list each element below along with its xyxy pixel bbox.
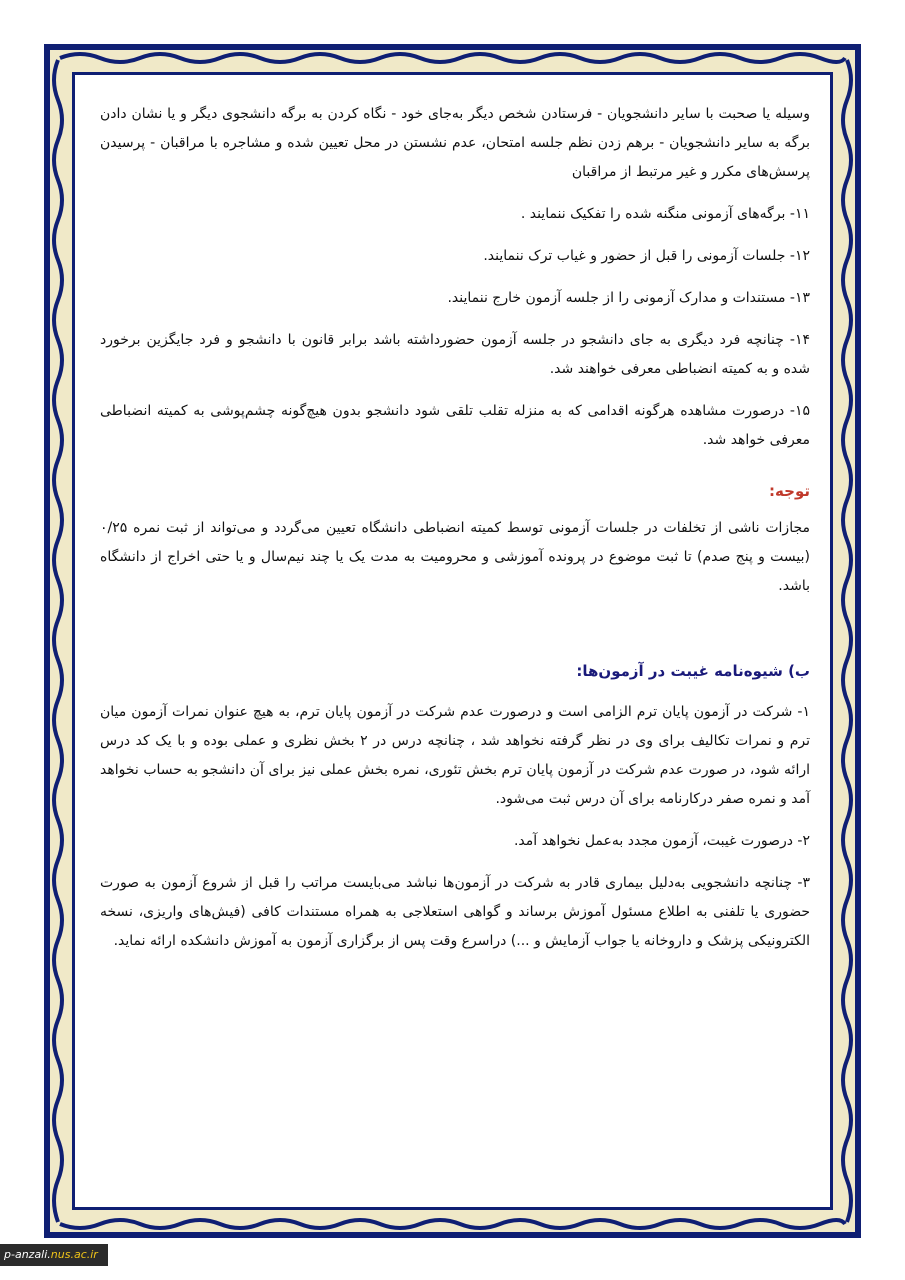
document-body xyxy=(100,100,810,969)
rule-15: ۱۵- درصورت مشاهده هرگونه اقدامی که به منزله تقلب تلقی شود دانشجو بدون هیچ‌گونه چشم‌پوشی به کمیته انضباطی معرفی خواهد شد. xyxy=(100,403,810,448)
absence-rule-3: ۳- چنانچه دانشجویی به‌دلیل بیماری قادر به شرکت در آزمون‌ها نباشد می‌بایست مراتب را قبل از شروع آزمون به صورت حضوری یا تلفنی به اطلاع مسئول آموزش برساند و گواهی استعلاجی به همراه مستندات کافی (فیش‌های واریزی، نسخه الکترونیکی پزشک و داروخانه یا جواب آزمایش و ...) دراسرع وقت پس از برگزاری آزمون به آموزش دانشکده ارائه نماید. xyxy=(100,875,810,949)
site-watermark xyxy=(0,1244,108,1266)
watermark-domain: nus.ac.ir xyxy=(50,1248,98,1261)
intro-paragraph: وسیله یا صحبت با سایر دانشجویان - فرستادن شخص دیگر به‌جای خود - نگاه کردن به برگه دانشجوی دیگر و یا نشان دادن برگه به سایر دانشجویان - برهم زدن نظم جلسه امتحان، عدم نشستن در محل تعیین شده و مشاجره با مراقبان - پرسیدن پرسش‌های مکرر و غیر مرتبط از مراقبان xyxy=(100,106,810,180)
rule-13: ۱۳- مستندات و مدارک آزمونی را از جلسه آزمون خارج ننمایند. xyxy=(447,290,810,306)
rule-12: ۱۲- جلسات آزمونی را قبل از حضور و غیاب ترک ننمایند. xyxy=(483,248,810,264)
rule-14: ۱۴- چنانچه فرد دیگری به جای دانشجو در جلسه آزمون حضورداشته باشد برابر قانون با دانشجو و فرد جایگزین برخورد شده و به کمیته انضباطی معرفی خواهند شد. xyxy=(100,332,810,377)
section-title-absence: ب) شیوه‌نامه غیبت در آزمون‌ها: xyxy=(576,662,810,680)
rule-11: ۱۱- برگه‌های آزمونی منگنه شده را تفکیک ننمایند . xyxy=(520,206,810,222)
absence-rule-2: ۲- درصورت غیبت، آزمون مجدد به‌عمل نخواهد آمد. xyxy=(513,833,810,849)
note-title: توجه: xyxy=(769,482,810,500)
watermark-prefix: p-anzali. xyxy=(4,1248,51,1261)
note-paragraph: مجازات ناشی از تخلفات در جلسات آزمونی توسط کمیته انضباطی دانشگاه تعیین می‌گردد و می‌تواند از ثبت نمره ۰/۲۵ (بیست و پنج صدم) تا ثبت موضوع در پرونده آموزشی و محرومیت به مدت یک یا چند نیم‌سال و یا حتی اخراج از دانشگاه باشد. xyxy=(100,520,810,594)
absence-rule-1: ۱- شرکت در آزمون پایان ترم الزامی است و درصورت عدم شرکت در آزمون پایان ترم، به هیچ عنوان نمرات آزمون میان ترم و نمرات تکالیف برای وی در نظر گرفته نخواهد شد ، چنانچه درس در ۲ بخش نظری و عملی بوده و با یک کد درس ارائه شود، در صورت عدم شرکت در آزمون پایان ترم بخش تئوری، نمره بخش عملی نیز برای آن دانشجو به حساب نخواهد آمد و نمره صفر درکارنامه برای آن درس ثبت می‌شود. xyxy=(100,704,810,807)
